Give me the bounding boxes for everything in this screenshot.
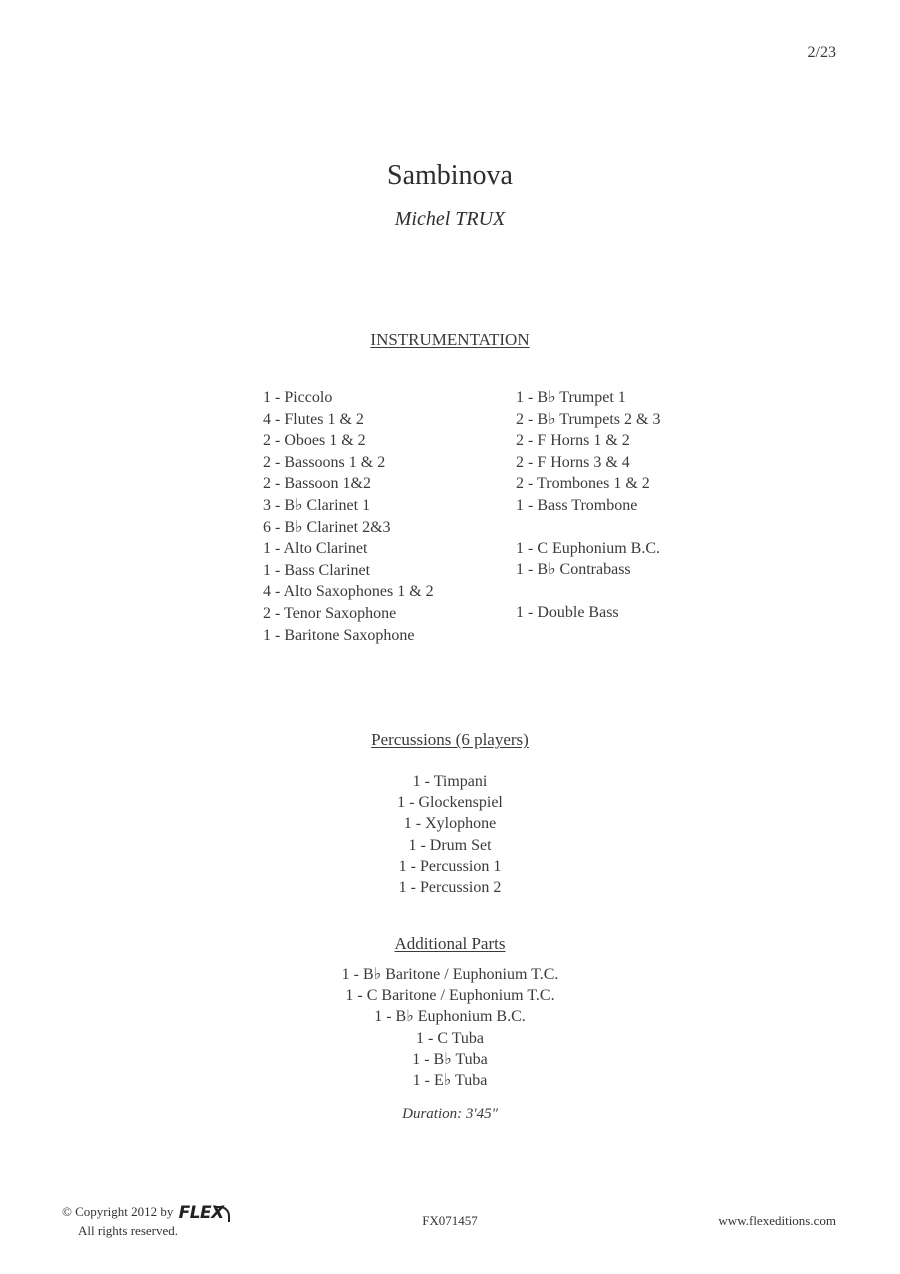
percussion-item: 1 - Glockenspiel (397, 794, 503, 812)
percussion-list (0, 771, 900, 898)
additional-parts-heading-text: Additional Parts (394, 934, 506, 953)
instrumentation-right-column (516, 387, 660, 623)
instrument-item: 3 - B♭ Clarinet 1 (263, 496, 371, 514)
additional-part-item: 1 - C Tuba (415, 1029, 485, 1047)
percussion-item: 1 - Percussion 1 (398, 857, 502, 875)
percussion-heading-text: Percussions (6 players) (371, 730, 529, 749)
column-spacer (516, 581, 660, 602)
page-number: 2/23 (807, 44, 836, 61)
instrument-item: 1 - Piccolo (263, 389, 333, 406)
percussion-item: 1 - Drum Set (408, 836, 492, 854)
instrument-item: 1 - Alto Clarinet (263, 540, 368, 558)
instrument-item: 1 - Bass Trombone (516, 496, 638, 514)
instrumentation-heading (0, 330, 900, 350)
instrument-item: 4 - Flutes 1 & 2 (263, 410, 364, 428)
additional-parts-heading (0, 934, 900, 954)
copyright-text: © Copyright 2012 by (62, 1204, 174, 1219)
instrument-item: 2 - Bassoon 1&2 (263, 475, 371, 493)
additional-part-item: 1 - E♭ Tuba (412, 1072, 488, 1090)
additional-parts-list (0, 964, 900, 1091)
instrument-item: 6 - B♭ Clarinet 2&3 (263, 518, 391, 536)
composer-name: Michel TRUX (394, 208, 506, 230)
instrument-item: 2 - Trombones 1 & 2 (516, 475, 650, 493)
instrument-item: 2 - F Horns 1 & 2 (516, 432, 630, 450)
website-url: www.flexeditions.com (718, 1213, 836, 1228)
instrumentation-left-column (263, 387, 434, 646)
instrument-item: 1 - Double Bass (516, 603, 619, 621)
instrument-item: 2 - F Horns 3 & 4 (516, 453, 630, 471)
catalog-number: FX071457 (422, 1213, 478, 1228)
duration-text: Duration: 3'45" (402, 1106, 498, 1122)
additional-part-item: 1 - B♭ Tuba (412, 1050, 488, 1068)
additional-part-item: 1 - C Baritone / Euphonium T.C. (345, 987, 555, 1005)
percussion-item: 1 - Xylophone (403, 815, 497, 833)
instrumentation-heading-text: INSTRUMENTATION (370, 330, 530, 349)
instrument-item: 1 - C Euphonium B.C. (516, 539, 661, 557)
instrument-item: 1 - Bass Clarinet (263, 561, 371, 579)
additional-part-item: 1 - B♭ Baritone / Euphonium T.C. (341, 966, 559, 983)
instrument-item: 2 - Bassoons 1 & 2 (263, 453, 386, 471)
column-spacer (516, 517, 660, 538)
flex-logo-text: FLEX (178, 1203, 224, 1223)
percussion-heading (0, 730, 900, 750)
instrument-item: 2 - Oboes 1 & 2 (263, 432, 366, 450)
instrument-item: 2 - Tenor Saxophone (263, 604, 397, 622)
additional-part-item: 1 - B♭ Euphonium B.C. (374, 1008, 526, 1026)
instrument-item: 4 - Alto Saxophones 1 & 2 (263, 583, 434, 601)
percussion-item: 1 - Percussion 2 (398, 879, 502, 897)
rights-reserved-text: All rights reserved. (78, 1223, 179, 1238)
percussion-item: 1 - Timpani (412, 773, 488, 790)
instrument-item: 1 - B♭ Contrabass (516, 561, 631, 579)
score-title: Sambinova (387, 160, 513, 191)
instrument-item: 1 - B♭ Trumpet 1 (516, 389, 626, 406)
instrument-item: 2 - B♭ Trumpets 2 & 3 (516, 410, 661, 428)
instrument-item: 1 - Baritone Saxophone (263, 626, 415, 644)
